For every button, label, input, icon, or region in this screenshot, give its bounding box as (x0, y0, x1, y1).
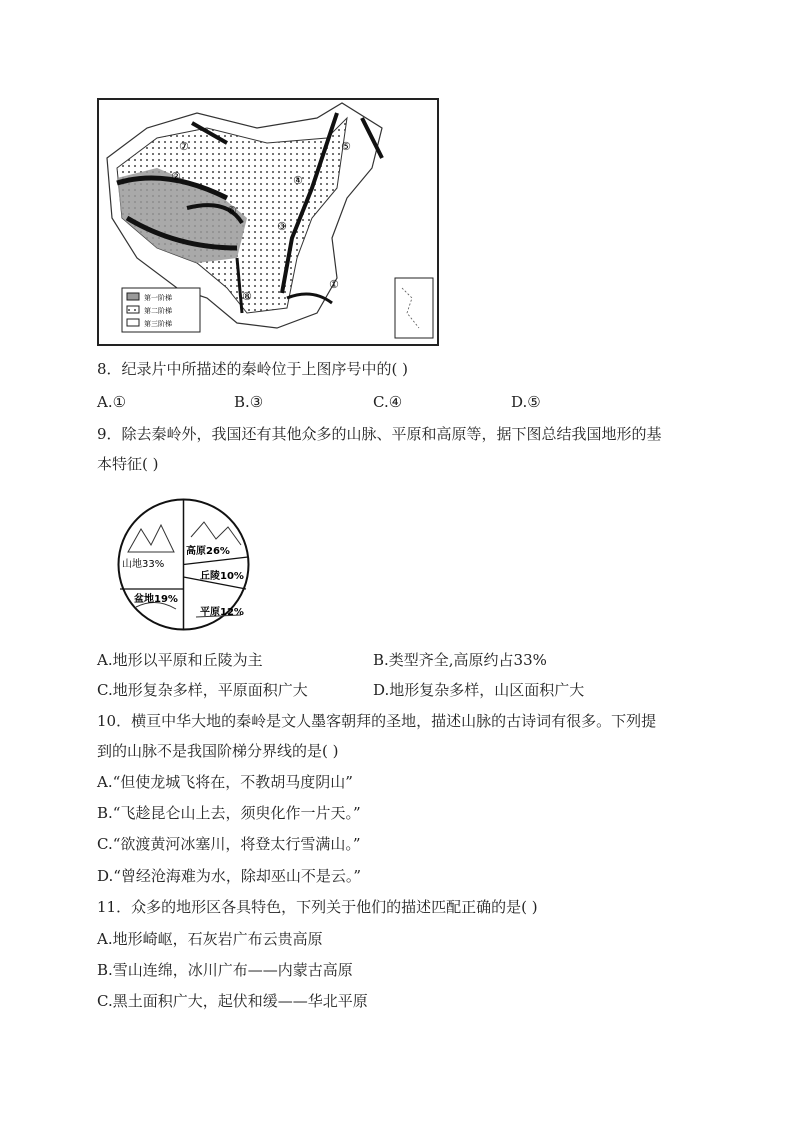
q9-option-b[interactable]: B.类型齐全,高原约占33% (373, 651, 547, 669)
legend-step-3: 第三阶梯 (144, 320, 172, 328)
q9-stem-line1: 9．除去秦岭外，我国还有其他众多的山脉、平原和高原等，据下图总结我国地形的基 (97, 425, 662, 443)
q10-option-a[interactable]: A.“但使龙城飞将在，不教胡马度阴山” (97, 773, 353, 791)
map-legend (122, 288, 200, 332)
map-label-3: ③ (277, 220, 287, 233)
q9-option-d[interactable]: D.地形复杂多样，山区面积广大 (373, 681, 585, 699)
q9-stem-line2: 本特征( ) (97, 455, 159, 473)
map-label-1: ① (329, 278, 339, 291)
map-label-7: ⑦ (179, 140, 189, 153)
q9-option-a[interactable]: A.地形以平原和丘陵为主 (97, 651, 263, 669)
q9-option-c[interactable]: C.地形复杂多样，平原面积广大 (97, 681, 308, 699)
q11-stem: 11．众多的地形区各具特色，下列关于他们的描述匹配正确的是( ) (97, 898, 538, 916)
pie-label-plain: 平原12% (200, 607, 244, 618)
q10-option-c[interactable]: C.“欲渡黄河冰塞川，将登太行雪满山。” (97, 835, 361, 853)
q8-option-c[interactable]: C.④ (373, 393, 403, 411)
pie-label-hills: 丘陵10% (200, 571, 244, 582)
q8-option-b[interactable]: B.③ (234, 393, 264, 411)
pie-label-basin: 盆地19% (134, 594, 178, 605)
q10-option-b[interactable]: B.“飞趁昆仑山上去，须臾化作一片天。” (97, 804, 361, 822)
china-terrain-map (97, 98, 439, 346)
q10-stem-line2: 到的山脉不是我国阶梯分界线的是( ) (97, 742, 339, 760)
q8-option-d[interactable]: D.⑤ (511, 393, 541, 411)
terrain-pie-chart (116, 497, 251, 632)
map-label-5: ⑤ (341, 140, 351, 153)
q11-option-a[interactable]: A.地形崎岖，石灰岩广布云贵高原 (97, 930, 323, 948)
q11-option-c[interactable]: C.黑土面积广大，起伏和缓——华北平原 (97, 992, 368, 1010)
q10-stem-line1: 10．横亘中华大地的秦岭是文人墨客朝拜的圣地，描述山脉的古诗词有很多。下列提 (97, 712, 657, 730)
legend-step-2: 第二阶梯 (144, 307, 172, 315)
map-label-4: ④ (293, 174, 303, 187)
q11-option-b[interactable]: B.雪山连绵，冰川广布——内蒙古高原 (97, 961, 353, 979)
q8-stem: 8．纪录片中所描述的秦岭位于上图序号中的( ) (97, 360, 409, 378)
q8-option-a[interactable]: A.① (97, 393, 127, 411)
map-label-6: ⑥ (227, 204, 237, 217)
pie-label-mountain: 山地33% (122, 559, 165, 570)
legend-step-1: 第一阶梯 (144, 294, 172, 302)
map-label-8: ⑧ (242, 290, 252, 303)
map-label-2: ② (171, 170, 181, 183)
q10-option-d[interactable]: D.“曾经沧海难为水，除却巫山不是云。” (97, 867, 362, 885)
pie-label-plateau: 高原26% (186, 546, 230, 557)
